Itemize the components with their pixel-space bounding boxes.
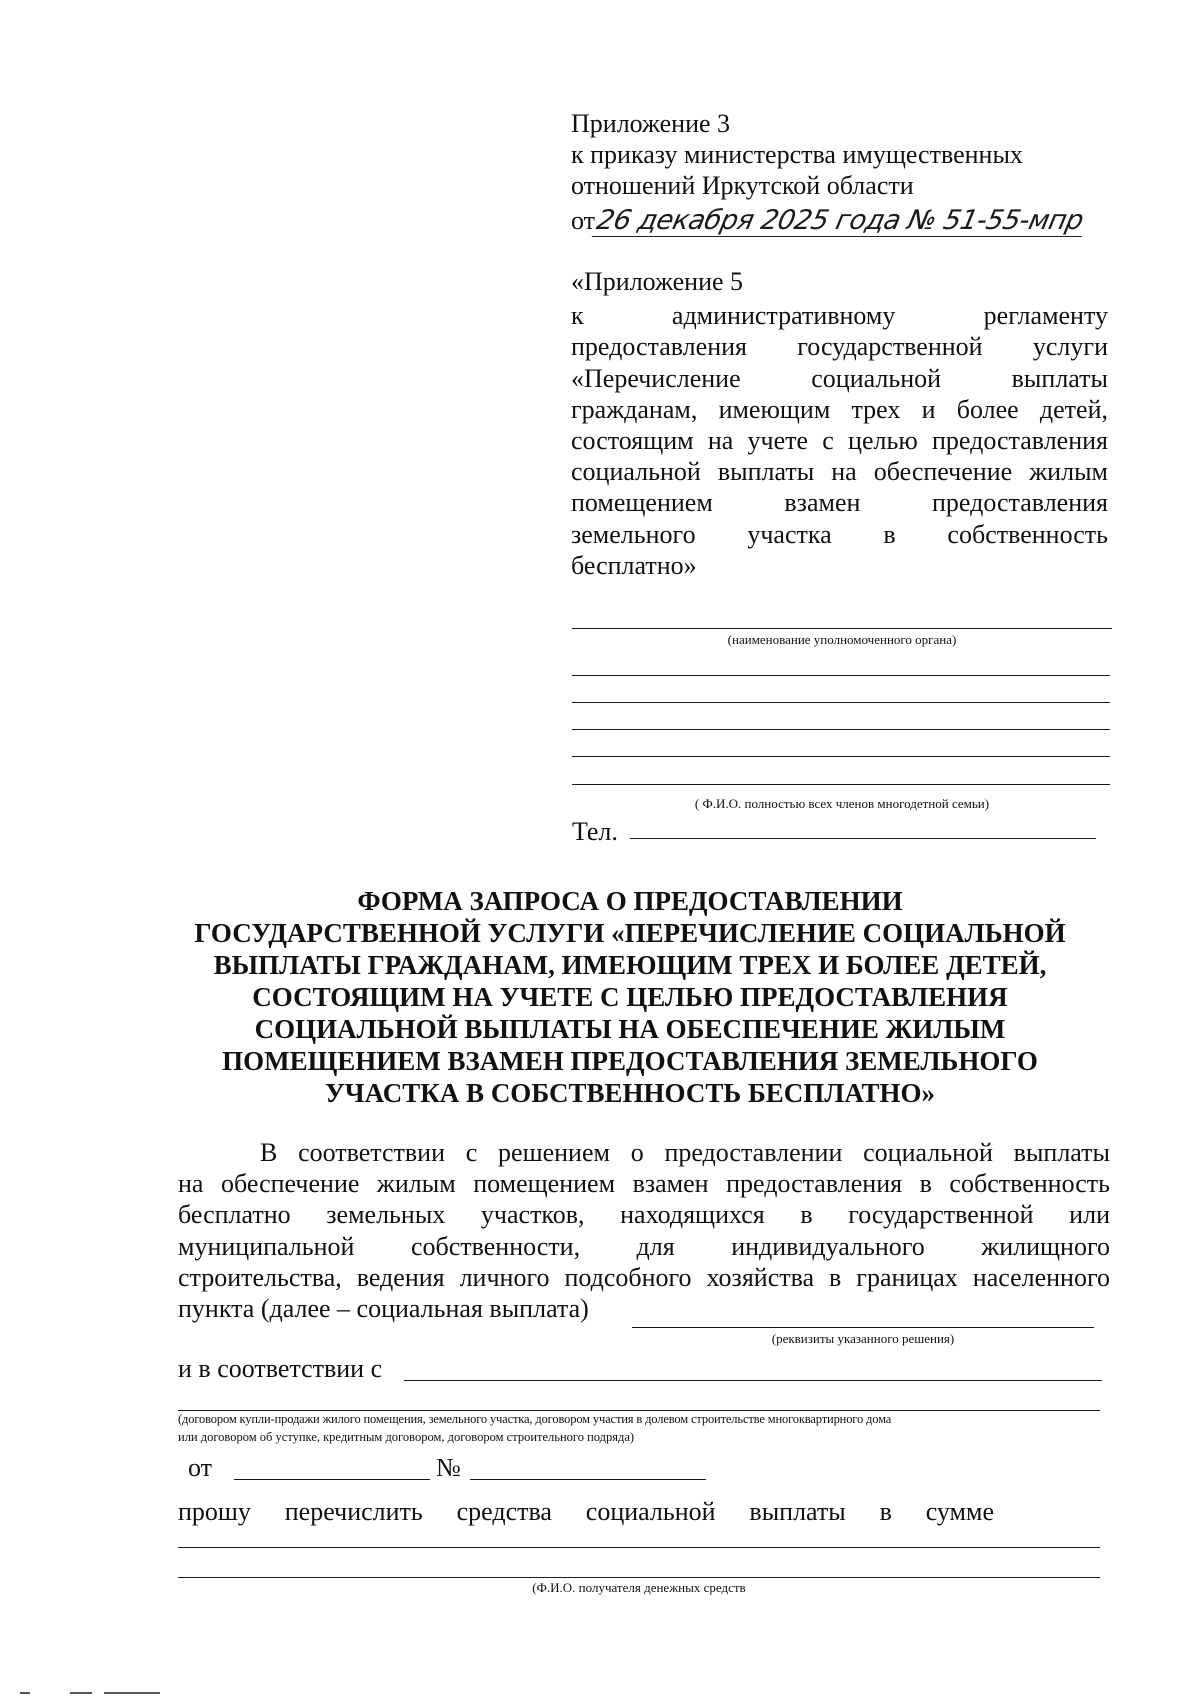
decision-caption: (реквизиты указанного решения) — [771, 1331, 955, 1346]
paragraph-line: бесплатно земельных участков, находящихся в государственной или — [178, 1200, 1110, 1230]
scan-artifact-mark — [70, 1692, 92, 1694]
contract-field-2[interactable] — [178, 1410, 1100, 1411]
request-paragraph — [178, 1137, 1110, 1324]
contract-field[interactable] — [404, 1380, 1102, 1381]
title-line: ВЫПЛАТЫ ГРАЖДАНАМ, ИМЕЮЩИМ ТРЕХ И БОЛЕЕ ДЕТЕЙ, — [213, 950, 1047, 980]
decision-requisites-field[interactable] — [632, 1327, 1094, 1328]
title-line: ГОСУДАРСТВЕННОЙ УСЛУГИ «ПЕРЕЧИСЛЕНИЕ СОЦИАЛЬНОЙ — [194, 918, 1066, 948]
appendix-5-line: социальной выплаты на обеспечение жилым — [571, 457, 1108, 487]
scan-artifact-mark — [20, 1692, 30, 1694]
amount-field[interactable] — [178, 1547, 1100, 1548]
phone-label: Тел. — [572, 817, 618, 846]
contract-number-field[interactable] — [470, 1479, 706, 1480]
appendix-5-line: гражданам, имеющим трех и более детей, — [571, 394, 1108, 424]
scan-artifact-mark — [104, 1692, 160, 1694]
title-line: УЧАСТКА В СОБСТВЕННОСТЬ БЕСПЛАТНО» — [324, 1078, 936, 1108]
date-prefix: от — [571, 206, 596, 235]
paragraph-line: пункта (далее – социальная выплата) — [178, 1294, 589, 1324]
appendix-3-label: Приложение 3 — [571, 109, 731, 138]
family-members-field-5[interactable] — [572, 784, 1110, 785]
title-line: СОЦИАЛЬНОЙ ВЫПЛАТЫ НА ОБЕСПЕЧЕНИЕ ЖИЛЫМ — [254, 1014, 1006, 1044]
appendix-5-line: земельного участка в собственность — [571, 519, 1108, 549]
authority-caption: (наименование уполномоченного органа) — [727, 632, 957, 647]
order-line-2: отношений Иркутской области — [571, 171, 914, 200]
form-title — [170, 885, 1090, 1109]
paragraph-line: муниципальной собственности, для индивидуального жилищного — [178, 1231, 1110, 1261]
family-members-field-4[interactable] — [572, 756, 1110, 757]
request-line: прошу перечислить средства социальной выплаты в сумме — [178, 1497, 994, 1526]
title-line: СОСТОЯЩИМ НА УЧЕТЕ С ЦЕЛЬЮ ПРЕДОСТАВЛЕНИЯ — [252, 982, 1008, 1012]
number-label: № — [436, 1453, 461, 1482]
paragraph-line: В соответствии с решением о предоставлении социальной выплаты — [260, 1138, 1110, 1167]
order-date-line — [571, 205, 1111, 237]
from-label: от — [188, 1453, 213, 1482]
appendix-5-line: «Перечисление социальной выплаты — [571, 363, 1108, 393]
appendix-5-line: предоставления государственной услуги — [571, 332, 1108, 362]
phone-field[interactable] — [630, 838, 1096, 839]
contract-date-field[interactable] — [234, 1479, 430, 1480]
order-line-1: к приказу министерства имущественных — [571, 140, 1023, 169]
appendix-5-line: к административному регламенту — [571, 301, 1108, 331]
family-caption: ( Ф.И.О. полностью всех членов многодетной семьи) — [694, 796, 990, 811]
family-members-field-3[interactable] — [572, 729, 1110, 730]
recipient-caption: (Ф.И.О. получателя денежных средств — [532, 1580, 746, 1595]
family-members-field-2[interactable] — [572, 702, 1110, 703]
title-line: ПОМЕЩЕНИЕМ ВЗАМЕН ПРЕДОСТАВЛЕНИЯ ЗЕМЕЛЬНОГО — [222, 1046, 1038, 1076]
appendix-5-line: «Приложение 5 — [571, 267, 744, 296]
paragraph-line: на обеспечение жилым помещением взамен предоставления в собственность — [178, 1169, 1110, 1199]
contract-caption-line-1: (договором купли-продажи жилого помещения, земельного участка, договором участия в долевом строительстве многоквартирного дома — [178, 1412, 892, 1426]
appendix-5-line: бесплатно» — [571, 550, 697, 580]
recipient-field[interactable] — [178, 1577, 1100, 1578]
family-members-field-1[interactable] — [572, 675, 1110, 676]
and-according-label: и в соответствии с — [178, 1354, 383, 1383]
appendix-5-block — [571, 266, 1108, 581]
title-line: ФОРМА ЗАПРОСА О ПРЕДОСТАВЛЕНИИ — [357, 886, 903, 916]
paragraph-line: строительства, ведения личного подсобного хозяйства в границах населенного — [178, 1262, 1110, 1292]
appendix-5-line: состоящим на учете с целью предоставления — [571, 426, 1108, 456]
authority-name-field[interactable] — [572, 628, 1112, 629]
contract-caption-line-2: или договором об уступке, кредитным договором, договором строительного подряда) — [178, 1430, 635, 1444]
handwritten-date-number: 26 декабря 2025 года № 51-55-мпр — [592, 206, 1088, 237]
appendix-5-line: помещением взамен предоставления — [571, 488, 1108, 518]
order-reference-block — [571, 108, 1111, 237]
